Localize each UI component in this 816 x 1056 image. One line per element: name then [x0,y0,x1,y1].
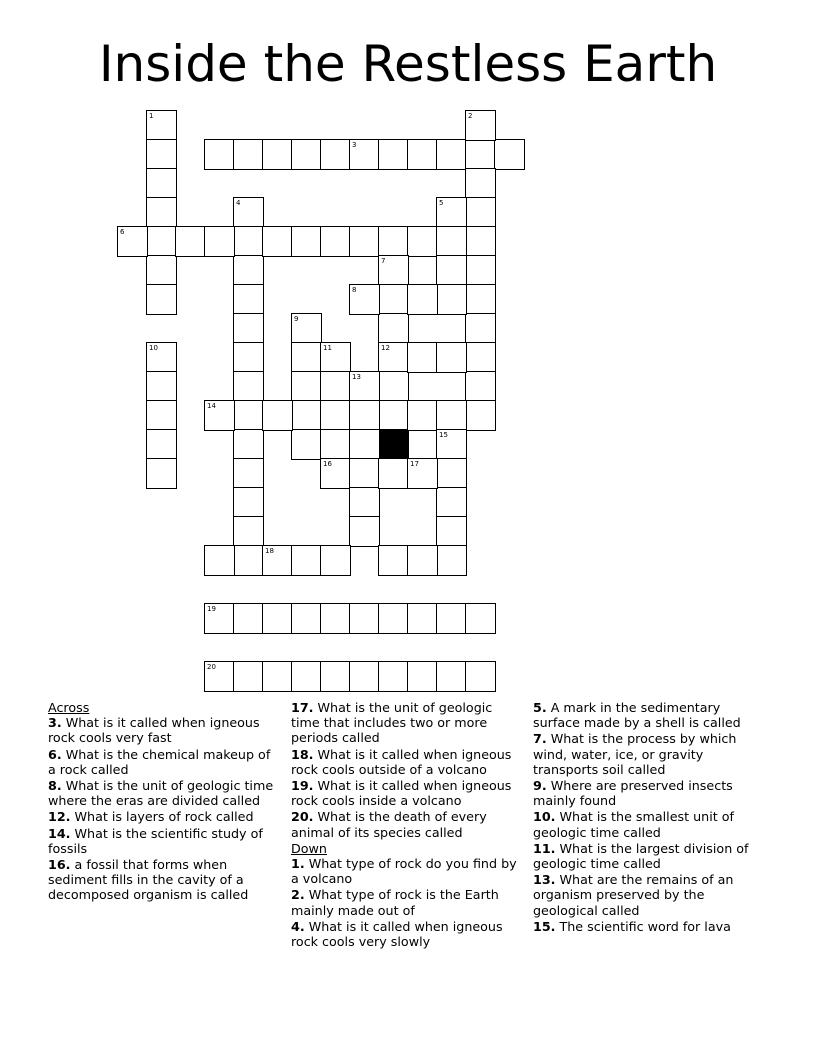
clue-item [48,747,278,777]
grid-cell[interactable] [233,400,264,431]
clue-text: What is the unit of geologic time that includes two or more periods called [291,700,493,746]
clue-number: 16 [323,460,332,468]
grid-cell[interactable] [291,400,322,431]
grid-cell[interactable] [465,661,496,692]
grid-cell[interactable] [233,284,264,315]
grid-cell[interactable] [233,313,264,344]
clue-num: 10. [533,809,556,825]
clue-text: What is it called when igneous rock cools very slowly [291,918,503,950]
clue-text: What is the process by which wind, water, ice, or gravity transports soil called [533,731,737,777]
grid-cell[interactable] [233,371,264,402]
grid-cell[interactable] [146,197,177,228]
grid-cell[interactable] [436,661,467,692]
grid-cell[interactable] [204,545,235,576]
grid-cell[interactable] [349,487,380,518]
clue-text: What are the remains of an organism preserved by the geological called [533,872,734,918]
grid-cell[interactable] [233,429,264,460]
clue-item [533,700,765,730]
clue-item [291,809,523,839]
grid-cell[interactable] [146,429,177,460]
grid-cell[interactable] [436,487,467,518]
grid-cell[interactable] [291,429,322,460]
grid-cell[interactable] [465,342,496,373]
grid-cell[interactable] [233,603,264,634]
clue-item [291,919,523,949]
grid-cell[interactable] [494,139,525,170]
grid-cell[interactable] [291,313,322,344]
grid-cell[interactable] [349,371,380,402]
clue-number: 1 [149,112,154,120]
grid-cell[interactable] [436,226,467,257]
clue-text: The scientific word for lava [555,918,731,934]
clue-num: 5. [533,700,547,715]
grid-cell[interactable] [262,139,293,170]
grid-cell[interactable] [291,139,322,170]
grid-cell[interactable] [378,255,409,286]
clue-text: What is the scientific study of fossils [48,825,263,856]
clue-num: 9. [533,778,547,794]
grid-cell[interactable] [320,603,351,634]
clue-num: 14. [48,825,71,841]
grid-cell[interactable] [320,400,351,431]
clue-num: 17. [291,700,314,715]
clue-text: What is it called when igneous rock cools outside of a volcano [291,746,512,777]
grid-cell[interactable] [407,139,438,170]
grid-cell[interactable] [378,603,409,634]
grid-cell[interactable] [465,255,496,286]
grid-cell[interactable] [436,284,467,315]
clue-num: 2. [291,887,305,903]
grid-cell[interactable] [378,139,409,170]
clue-number: 17 [410,460,419,468]
grid-cell[interactable] [378,342,409,373]
clue-number: 5 [439,199,444,207]
grid-cell[interactable] [291,661,322,692]
clue-number: 20 [207,663,216,671]
grid-cell[interactable] [436,342,467,373]
blocked-cell [378,429,409,460]
grid-cell[interactable] [378,226,409,257]
clue-item [48,715,278,745]
clue-item [291,747,523,777]
clue-text: What is the chemical makeup of a rock called [48,746,271,777]
clue-text: What is it called when igneous rock cools inside a volcano [291,778,512,809]
grid-cell[interactable] [262,545,293,576]
grid-cell[interactable] [349,400,380,431]
grid-cell[interactable] [378,458,409,489]
clue-item [291,700,523,746]
clue-text: A mark in the sedimentary surface made by a shell is called [533,700,741,731]
grid-cell[interactable] [349,226,380,257]
grid-cell[interactable] [349,603,380,634]
grid-cell[interactable] [436,429,467,460]
clue-num: 15. [533,918,556,934]
grid-cell[interactable] [233,458,264,489]
grid-cell[interactable] [233,197,264,228]
clue-text: What is the largest division of geologic time called [533,840,749,872]
clue-number: 11 [323,344,332,352]
clue-text: What type of rock is the Earth mainly made out of [291,887,499,918]
grid-cell[interactable] [407,226,438,257]
clue-num: 7. [533,731,547,747]
grid-cell[interactable] [436,545,467,576]
grid-cell[interactable] [262,226,293,257]
clue-text: What type of rock do you find by a volcano [291,856,517,887]
grid-cell[interactable] [146,342,177,373]
grid-cell[interactable] [146,139,177,170]
grid-cell[interactable] [233,255,264,286]
grid-cell[interactable] [465,139,496,170]
clue-number: 4 [236,199,241,207]
grid-cell[interactable] [233,342,264,373]
clue-num: 16. [48,857,71,873]
grid-cell[interactable] [204,139,235,170]
grid-cell[interactable] [465,168,496,199]
grid-cell[interactable] [320,661,351,692]
clue-num: 8. [48,778,62,794]
grid-cell[interactable] [291,226,322,257]
grid-cell[interactable] [465,371,496,402]
across-heading: Across [48,700,90,715]
clue-num: 4. [291,918,305,934]
grid-cell[interactable] [204,400,235,431]
grid-cell[interactable] [291,371,322,402]
grid-cell[interactable] [146,168,177,199]
grid-cell[interactable] [233,661,264,692]
clue-text: What is it called when igneous rock cools very fast [48,715,260,746]
clue-number: 6 [120,228,125,236]
clue-num: 13. [533,872,556,888]
clue-number: 18 [265,547,274,555]
grid-cell[interactable] [436,603,467,634]
clue-item [533,919,765,934]
grid-cell[interactable] [349,458,380,489]
grid-cell[interactable] [349,661,380,692]
clues-column-1 [48,700,278,904]
grid-cell[interactable] [407,342,438,373]
grid-cell[interactable] [407,603,438,634]
grid-cell[interactable] [349,429,380,460]
clue-num: 11. [533,840,556,856]
grid-cell[interactable] [378,400,409,431]
grid-cell[interactable] [436,458,467,489]
clue-number: 13 [352,373,361,381]
clue-num: 12. [48,809,71,825]
grid-cell[interactable] [320,342,351,373]
grid-cell[interactable] [291,342,322,373]
grid-cell[interactable] [465,400,496,431]
clue-item [533,731,765,777]
grid-cell[interactable] [233,487,264,518]
grid-cell[interactable] [320,458,351,489]
clue-item [48,857,278,903]
clue-item [291,887,523,917]
grid-cell[interactable] [146,255,177,286]
clue-num: 19. [291,778,314,794]
grid-cell[interactable] [233,226,264,257]
clue-item [533,841,765,871]
grid-cell[interactable] [320,139,351,170]
clue-number: 7 [381,257,386,265]
grid-cell[interactable] [407,458,438,489]
clue-item [48,826,278,856]
grid-cell[interactable] [320,371,351,402]
grid-cell[interactable] [465,313,496,344]
clue-item [291,856,523,886]
grid-cell[interactable] [378,313,409,344]
grid-cell[interactable] [204,603,235,634]
grid-cell[interactable] [320,429,351,460]
clues-column-2 [291,700,523,950]
grid-cell[interactable] [407,661,438,692]
clue-num: 18. [291,746,314,762]
grid-cell[interactable] [465,603,496,634]
clue-text: What is the death of every animal of its species called [291,809,487,840]
clue-text: What is the unit of geologic time where the eras are divided called [48,778,274,809]
clue-number: 10 [149,344,158,352]
grid-cell[interactable] [262,603,293,634]
grid-cell[interactable] [436,255,467,286]
grid-cell[interactable] [407,284,438,315]
grid-cell[interactable] [175,226,206,257]
clue-number: 8 [352,286,357,294]
grid-cell[interactable] [262,661,293,692]
clue-item [533,809,765,839]
grid-cell[interactable] [349,516,380,547]
grid-cell[interactable] [204,661,235,692]
clue-number: 14 [207,402,216,410]
grid-cell[interactable] [320,226,351,257]
grid-cell[interactable] [465,226,496,257]
clue-item [48,809,278,824]
grid-cell[interactable] [146,400,177,431]
grid-cell[interactable] [378,661,409,692]
clue-text: What is the smallest unit of geologic time called [533,809,734,840]
grid-cell[interactable] [465,110,496,141]
clue-num: 3. [48,715,62,731]
grid-cell[interactable] [378,371,409,402]
down-heading: Down [291,840,327,856]
grid-cell[interactable] [291,603,322,634]
grid-cell[interactable] [233,139,264,170]
clues-column-3 [533,700,765,935]
clue-item [533,872,765,918]
grid-cell[interactable] [436,139,467,170]
grid-cell[interactable] [204,226,235,257]
grid-cell[interactable] [262,400,293,431]
grid-cell[interactable] [436,400,467,431]
grid-cell[interactable] [117,226,148,257]
grid-cell[interactable] [349,284,380,315]
grid-cell[interactable] [378,545,409,576]
grid-cell[interactable] [146,226,177,257]
grid-cell[interactable] [320,545,351,576]
clue-item [48,778,278,808]
clue-number: 9 [294,315,299,323]
grid-cell[interactable] [233,516,264,547]
clue-number: 19 [207,605,216,613]
clue-num: 20. [291,809,314,825]
grid-cell[interactable] [378,284,409,315]
grid-cell[interactable] [407,545,438,576]
grid-cell[interactable] [146,371,177,402]
clue-text: a fossil that forms when sediment fills in the cavity of a decomposed organism is called [48,857,249,903]
clue-item [533,778,765,808]
page-title: Inside the Restless Earth [98,35,718,93]
grid-cell[interactable] [146,284,177,315]
grid-cell[interactable] [349,139,380,170]
grid-cell[interactable] [436,197,467,228]
grid-cell[interactable] [233,545,264,576]
grid-cell[interactable] [465,197,496,228]
clue-num: 6. [48,746,62,762]
clue-number: 3 [352,141,357,149]
clue-item [291,778,523,808]
grid-cell[interactable] [436,516,467,547]
clue-number: 15 [439,431,448,439]
grid-cell[interactable] [146,110,177,141]
clue-num: 1. [291,856,305,872]
grid-cell[interactable] [146,458,177,489]
grid-cell[interactable] [465,284,496,315]
clue-number: 12 [381,344,390,352]
grid-cell[interactable] [407,400,438,431]
clue-number: 2 [468,112,473,120]
clue-text: Where are preserved insects mainly found [533,778,733,809]
grid-cell[interactable] [291,545,322,576]
clue-text: What is layers of rock called [70,809,254,825]
